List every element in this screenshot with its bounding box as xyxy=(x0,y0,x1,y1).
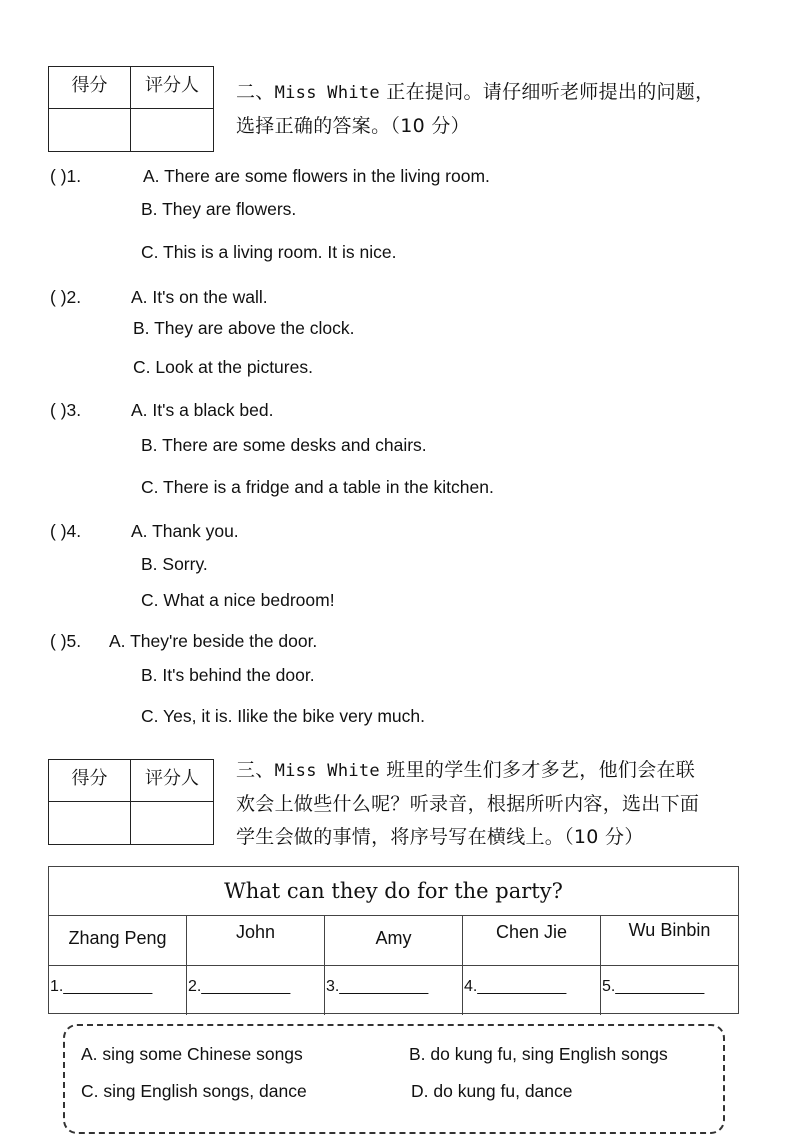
options-box xyxy=(63,1024,725,1134)
section3-instruction: 班里的学生们多才多艺，他们会在联 xyxy=(379,759,696,781)
answer-blank[interactable]: 1.__________ xyxy=(49,966,187,1015)
question-3-option-a: A. It's a black bed. xyxy=(131,400,274,420)
section3-instruction-line2: 欢会上做些什么呢？听录音，根据所听内容，选出下面 xyxy=(236,793,700,815)
grader-label: 评分人 xyxy=(131,67,213,109)
question-4-option-b: B. Sorry. xyxy=(141,554,208,574)
teacher-name: Miss White xyxy=(274,83,380,103)
party-answers-row xyxy=(49,966,738,1015)
answer-blank[interactable]: 4.__________ xyxy=(463,966,601,1015)
party-table xyxy=(48,866,739,1014)
score-cell[interactable] xyxy=(49,802,131,844)
student-name: John xyxy=(187,916,325,965)
teacher-name: Miss White xyxy=(274,761,380,781)
section3-instruction-line3: 学生会做的事情，将序号写在横线上。（10 分） xyxy=(236,826,644,848)
question-3-number[interactable]: ( )3. xyxy=(50,400,82,420)
section2-heading xyxy=(236,76,714,143)
score-cell[interactable] xyxy=(49,109,131,151)
option-d: D. do kung fu, dance xyxy=(411,1081,573,1101)
student-name: Wu Binbin xyxy=(628,920,711,940)
question-1-option-c: C. This is a living room. It is nice. xyxy=(141,242,397,262)
question-4-option-c: C. What a nice bedroom! xyxy=(141,590,335,610)
score-label: 得分 xyxy=(49,67,131,109)
option-b: B. do kung fu, sing English songs xyxy=(409,1044,668,1064)
section2-number: 二、 xyxy=(236,81,275,103)
section2-instruction: 正在提问。请仔细听老师提出的问题， xyxy=(379,81,715,103)
question-5-option-a: A. They're beside the door. xyxy=(109,631,318,651)
question-2-option-a: A. It's on the wall. xyxy=(131,287,268,307)
question-2-option-c: C. Look at the pictures. xyxy=(133,357,313,377)
option-a: A. sing some Chinese songs xyxy=(81,1044,303,1064)
grader-cell[interactable] xyxy=(131,109,213,151)
section3-heading xyxy=(236,754,699,854)
section2-instruction-line2: 选择正确的答案。（10 分） xyxy=(236,115,470,137)
grader-label: 评分人 xyxy=(131,760,213,802)
student-name: Amy xyxy=(325,916,463,965)
question-1-option-a: A. There are some flowers in the living room. xyxy=(143,166,490,186)
option-c: C. sing English songs, dance xyxy=(81,1081,307,1101)
question-3-option-c: C. There is a fridge and a table in the kitchen. xyxy=(141,477,494,497)
question-5-number[interactable]: ( )5. xyxy=(50,631,82,651)
question-1-option-b: B. They are flowers. xyxy=(141,199,297,219)
student-name: Chen Jie xyxy=(463,916,601,965)
score-box-section2 xyxy=(48,66,214,152)
party-table-title: What can they do for the party? xyxy=(49,867,738,916)
student-name: Zhang Peng xyxy=(49,916,187,965)
question-2-number[interactable]: ( )2. xyxy=(50,287,82,307)
question-2-option-b: B. They are above the clock. xyxy=(133,318,355,338)
question-5-option-b: B. It's behind the door. xyxy=(141,665,315,685)
question-3-option-b: B. There are some desks and chairs. xyxy=(141,435,427,455)
score-label: 得分 xyxy=(49,760,131,802)
question-5-option-c: C. Yes, it is. Ilike the bike very much. xyxy=(141,706,426,726)
question-4-number[interactable]: ( )4. xyxy=(50,521,82,541)
answer-blank[interactable]: 3.__________ xyxy=(325,966,463,1015)
question-1-number[interactable]: ( )1. xyxy=(50,166,82,186)
answer-blank[interactable]: 5.__________ xyxy=(602,978,705,995)
party-names-row xyxy=(49,916,738,966)
grader-cell[interactable] xyxy=(131,802,213,844)
question-4-option-a: A. Thank you. xyxy=(131,521,239,541)
section3-number: 三、 xyxy=(236,759,275,781)
score-box-section3 xyxy=(48,759,214,845)
answer-blank[interactable]: 2.__________ xyxy=(187,966,325,1015)
